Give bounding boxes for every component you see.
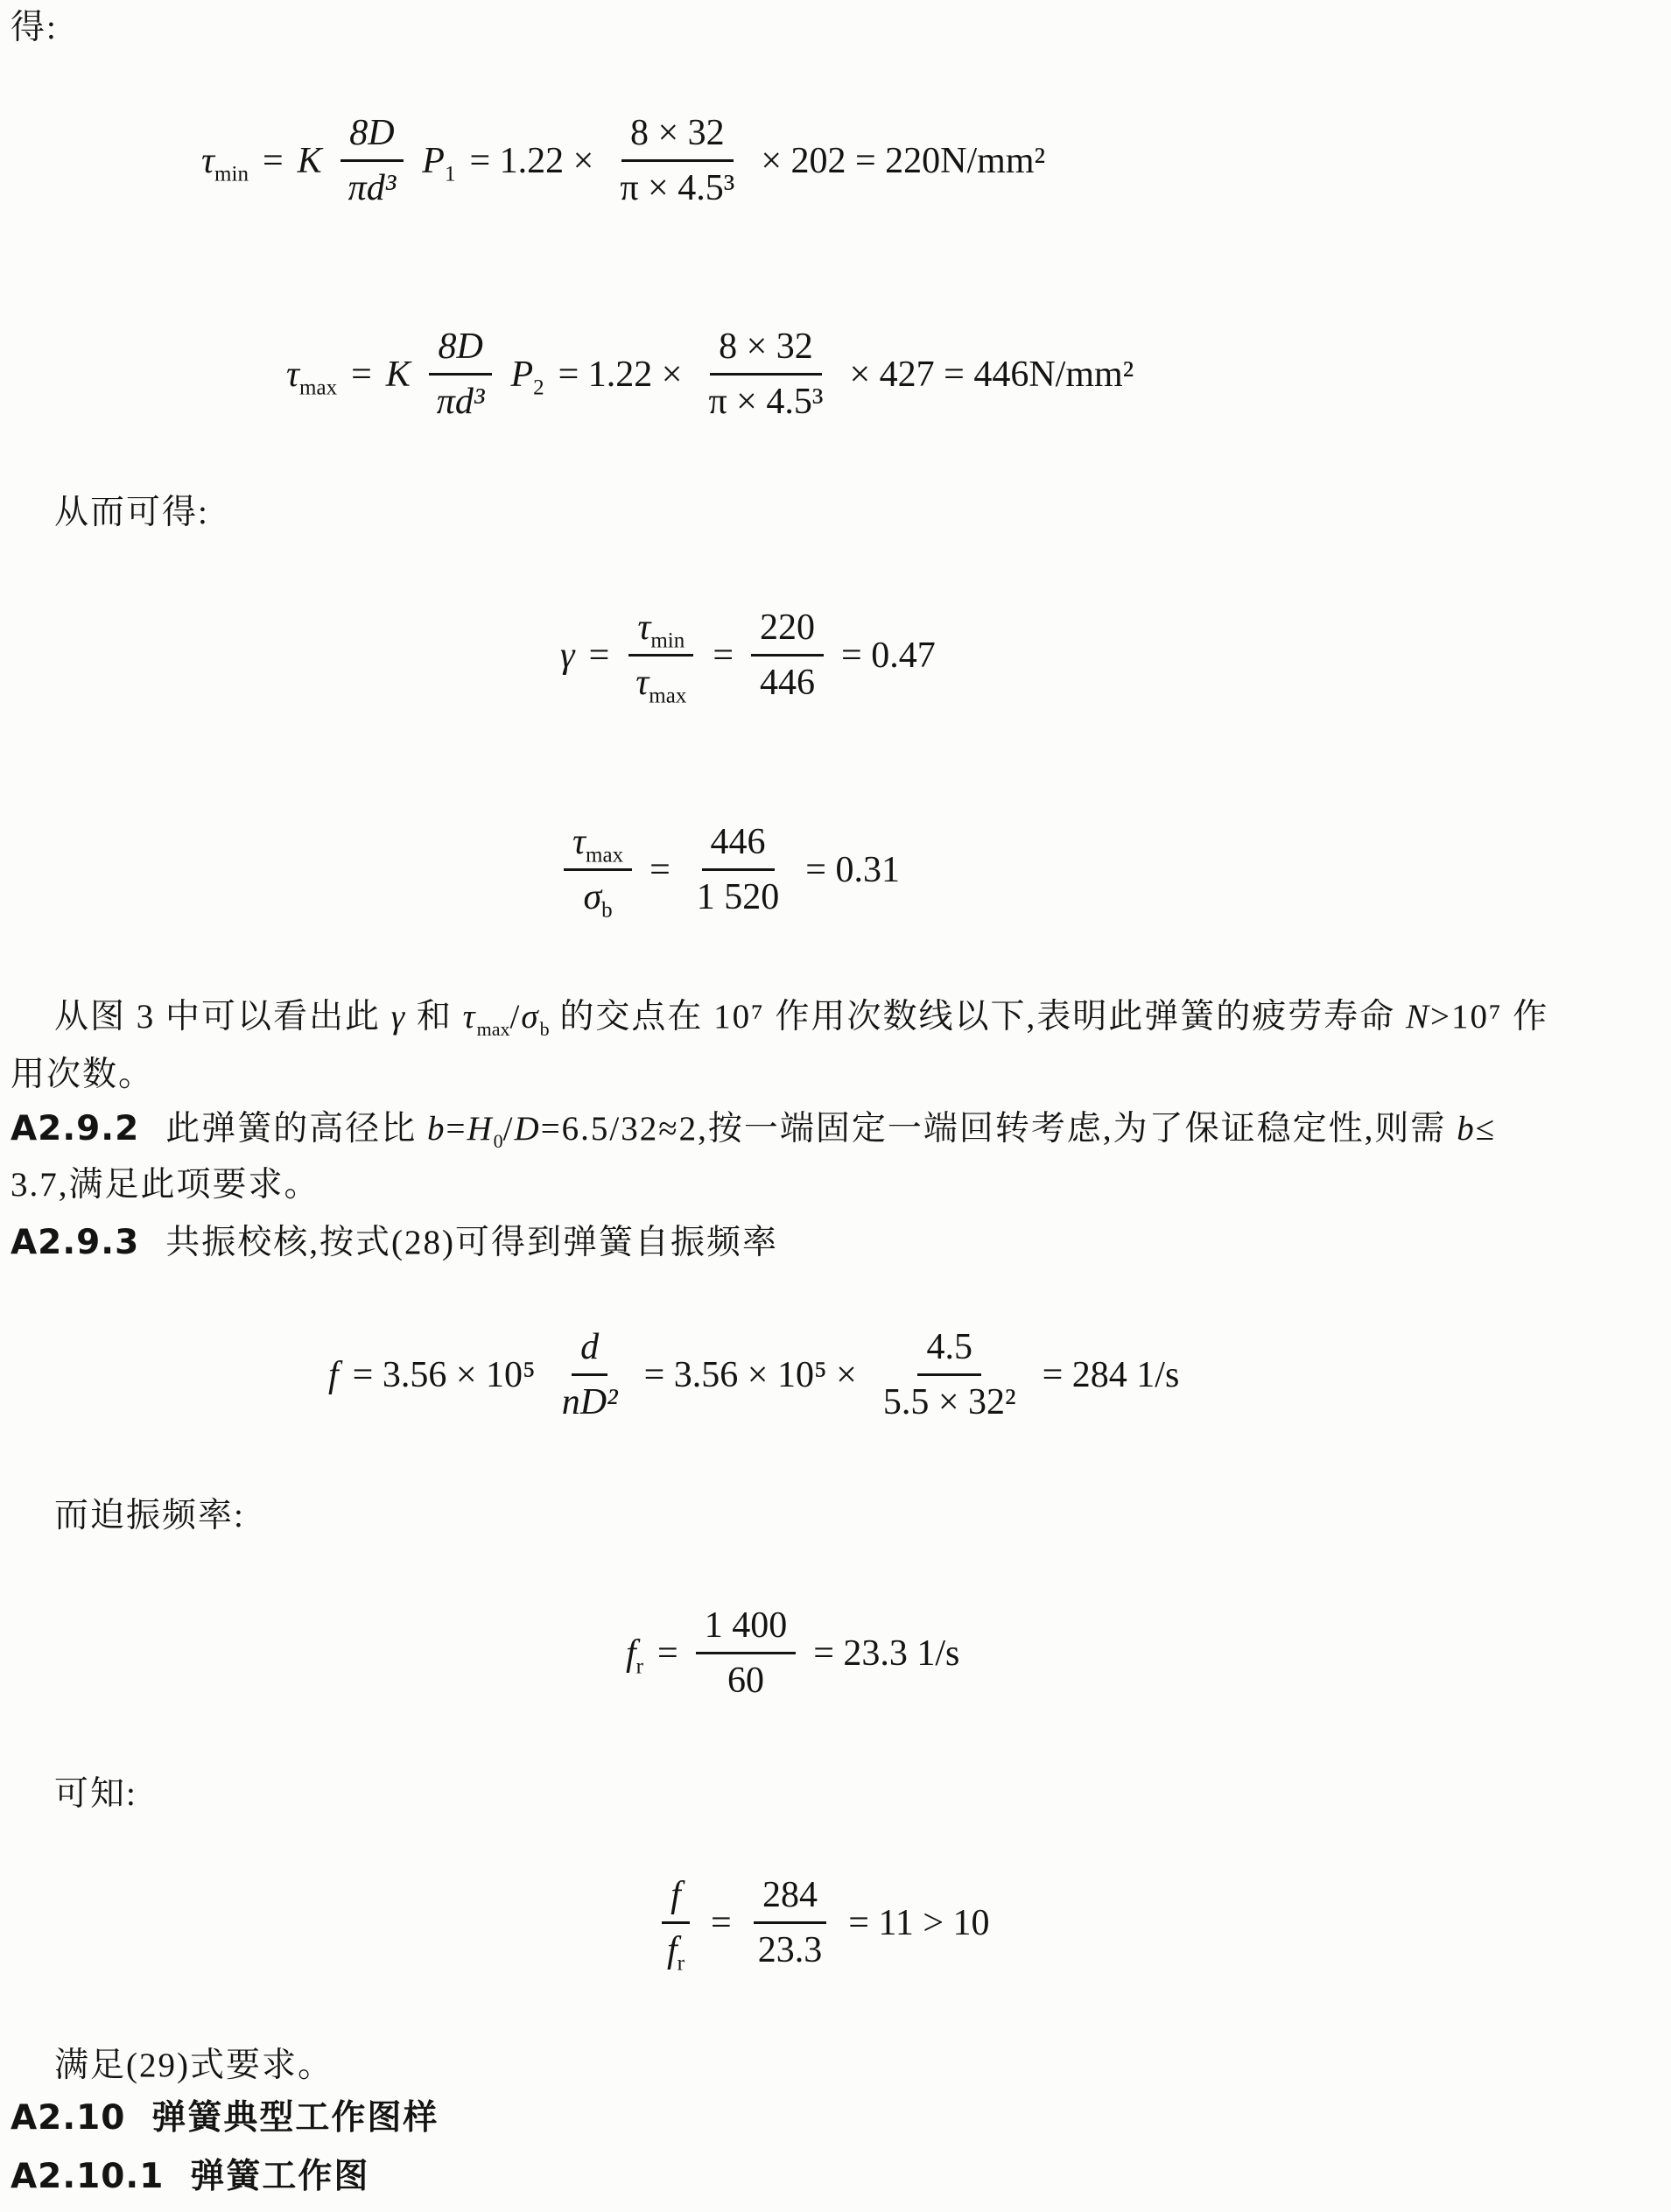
fraction-numeric: $\frac{284}{23.3}$ [749, 1874, 832, 1971]
fraction-numeric: $\frac{8 \times 32}{\text{π × 4.5³}}$ [708, 327, 824, 422]
P1-symbol: $P_1$ [422, 140, 456, 186]
satisfy-line: 满足(29)式要求。 [54, 2047, 333, 2084]
tau-max-symbol: $\tau_{max}$ [286, 354, 338, 399]
known-label: 可知: [54, 1775, 137, 1813]
forced-frequency-label: 而迫振频率: [54, 1497, 245, 1534]
paragraph-fatigue-line2: 用次数。 [11, 1056, 155, 1093]
fraction-numeric: $\frac{446}{1 520}$ [696, 822, 780, 917]
formula-stress-ratio: $\frac{\tau_{max}}{\sigma_b}$ = $\frac{446}{1 520}$ = 0.31 [560, 821, 900, 918]
tau-min-symbol: $\tau_{min}$ [201, 140, 249, 186]
fraction-tau-sigma: $\frac{\tau_{max}}{\sigma_b}$ [564, 821, 632, 918]
formula-forced-frequency: $f_r$ = $\frac{1 400}{60}$ = 23.3 1/s [626, 1605, 960, 1701]
clause-number: A2.9.2 [11, 1109, 140, 1148]
clause-number: A2.10 [11, 2098, 126, 2138]
clause-a292-line2: 3.7,满足此项要求。 [11, 1166, 320, 1204]
formula-tau-max: $\tau_{max}$ = K $\frac{8D}{\text{πd³}}$ $P_2$ = 1.22 × $\frac{8 \times 32}{\text{π × 4.5³}}$ × 427 = 446N/mm² [286, 327, 1134, 422]
fraction-8D-pid3: $\frac{8D}{\text{πd³}}$ [428, 326, 494, 423]
clause-number: A2.10.1 [11, 2157, 165, 2196]
fraction-f-fr: $\frac{f}{f_r}$ [658, 1874, 693, 1971]
fraction-numeric: $\frac{1 400}{60}$ [696, 1605, 797, 1702]
formula-tau-min: $\tau_{min}$ = K $\frac{8D}{\text{πd³}}$ $P_1$ = 1.22 × $\frac{8 \times 32}{\text{π × 4.5³}}$ × 202 = 220N/mm² [201, 113, 1046, 208]
paragraph-fatigue-line1: 从图 3 中可以看出此 γ 和 $\tau_{max}/\sigma_b$ 的交点在 10⁷ 作用次数线以下,表明此弹簧的疲劳寿命 N>10⁷ 作 [54, 998, 1549, 1040]
fraction-numeric: $\frac{220}{446}$ [751, 607, 824, 704]
clause-number: A2.9.3 [11, 1223, 140, 1262]
then-label: 从而可得: [54, 494, 209, 531]
formula-gamma-ratio: γ = $\frac{\tau_{min}}{\tau_{max}}$ = $\frac{220}{446}$ = 0.47 [560, 607, 936, 708]
fraction-numeric: $\frac{4.5}{\text{5.5 × 32²}}$ [882, 1327, 1016, 1422]
clause-a2101-heading: A2.10.1 弹簧工作图 [11, 2157, 370, 2196]
fraction-numeric: $\frac{8 \times 32}{\text{π × 4.5³}}$ [620, 113, 735, 208]
clause-a293: A2.9.3 共振校核,按式(28)可得到弹簧自振频率 [11, 1223, 778, 1262]
clause-a292-line1: A2.9.2 此弹簧的高径比 $b=H_0/D=6.5/32\approx 2$,按一端固定一端回转考虑,为了保证稳定性,则需 b≤ [11, 1109, 1497, 1152]
fraction-d-nD2: $\frac{d}{\text{nD²}}$ [561, 1327, 618, 1422]
formula-frequency-ratio: $\frac{f}{f_r}$ = $\frac{284}{23.3}$ = 11 > 10 [655, 1874, 990, 1971]
intro-label: 得: [11, 9, 58, 46]
fraction-8D-pid3: $\frac{8D}{\text{πd³}}$ [340, 112, 405, 209]
fr-symbol: $f_r$ [626, 1633, 643, 1678]
clause-a210-heading: A2.10 弹簧典型工作图样 [11, 2098, 439, 2138]
P2-symbol: $P_2$ [510, 354, 544, 399]
formula-natural-frequency: f = 3.56 × 10⁵ $\frac{d}{\text{nD²}}$ = 3.56 × 10⁵ × $\frac{4.5}{\text{5.5 × 32²}}$ = 284 1/s [328, 1327, 1180, 1422]
fraction-tau-min-max: $\frac{\tau_{min}}{\tau_{max}}$ [627, 607, 695, 704]
